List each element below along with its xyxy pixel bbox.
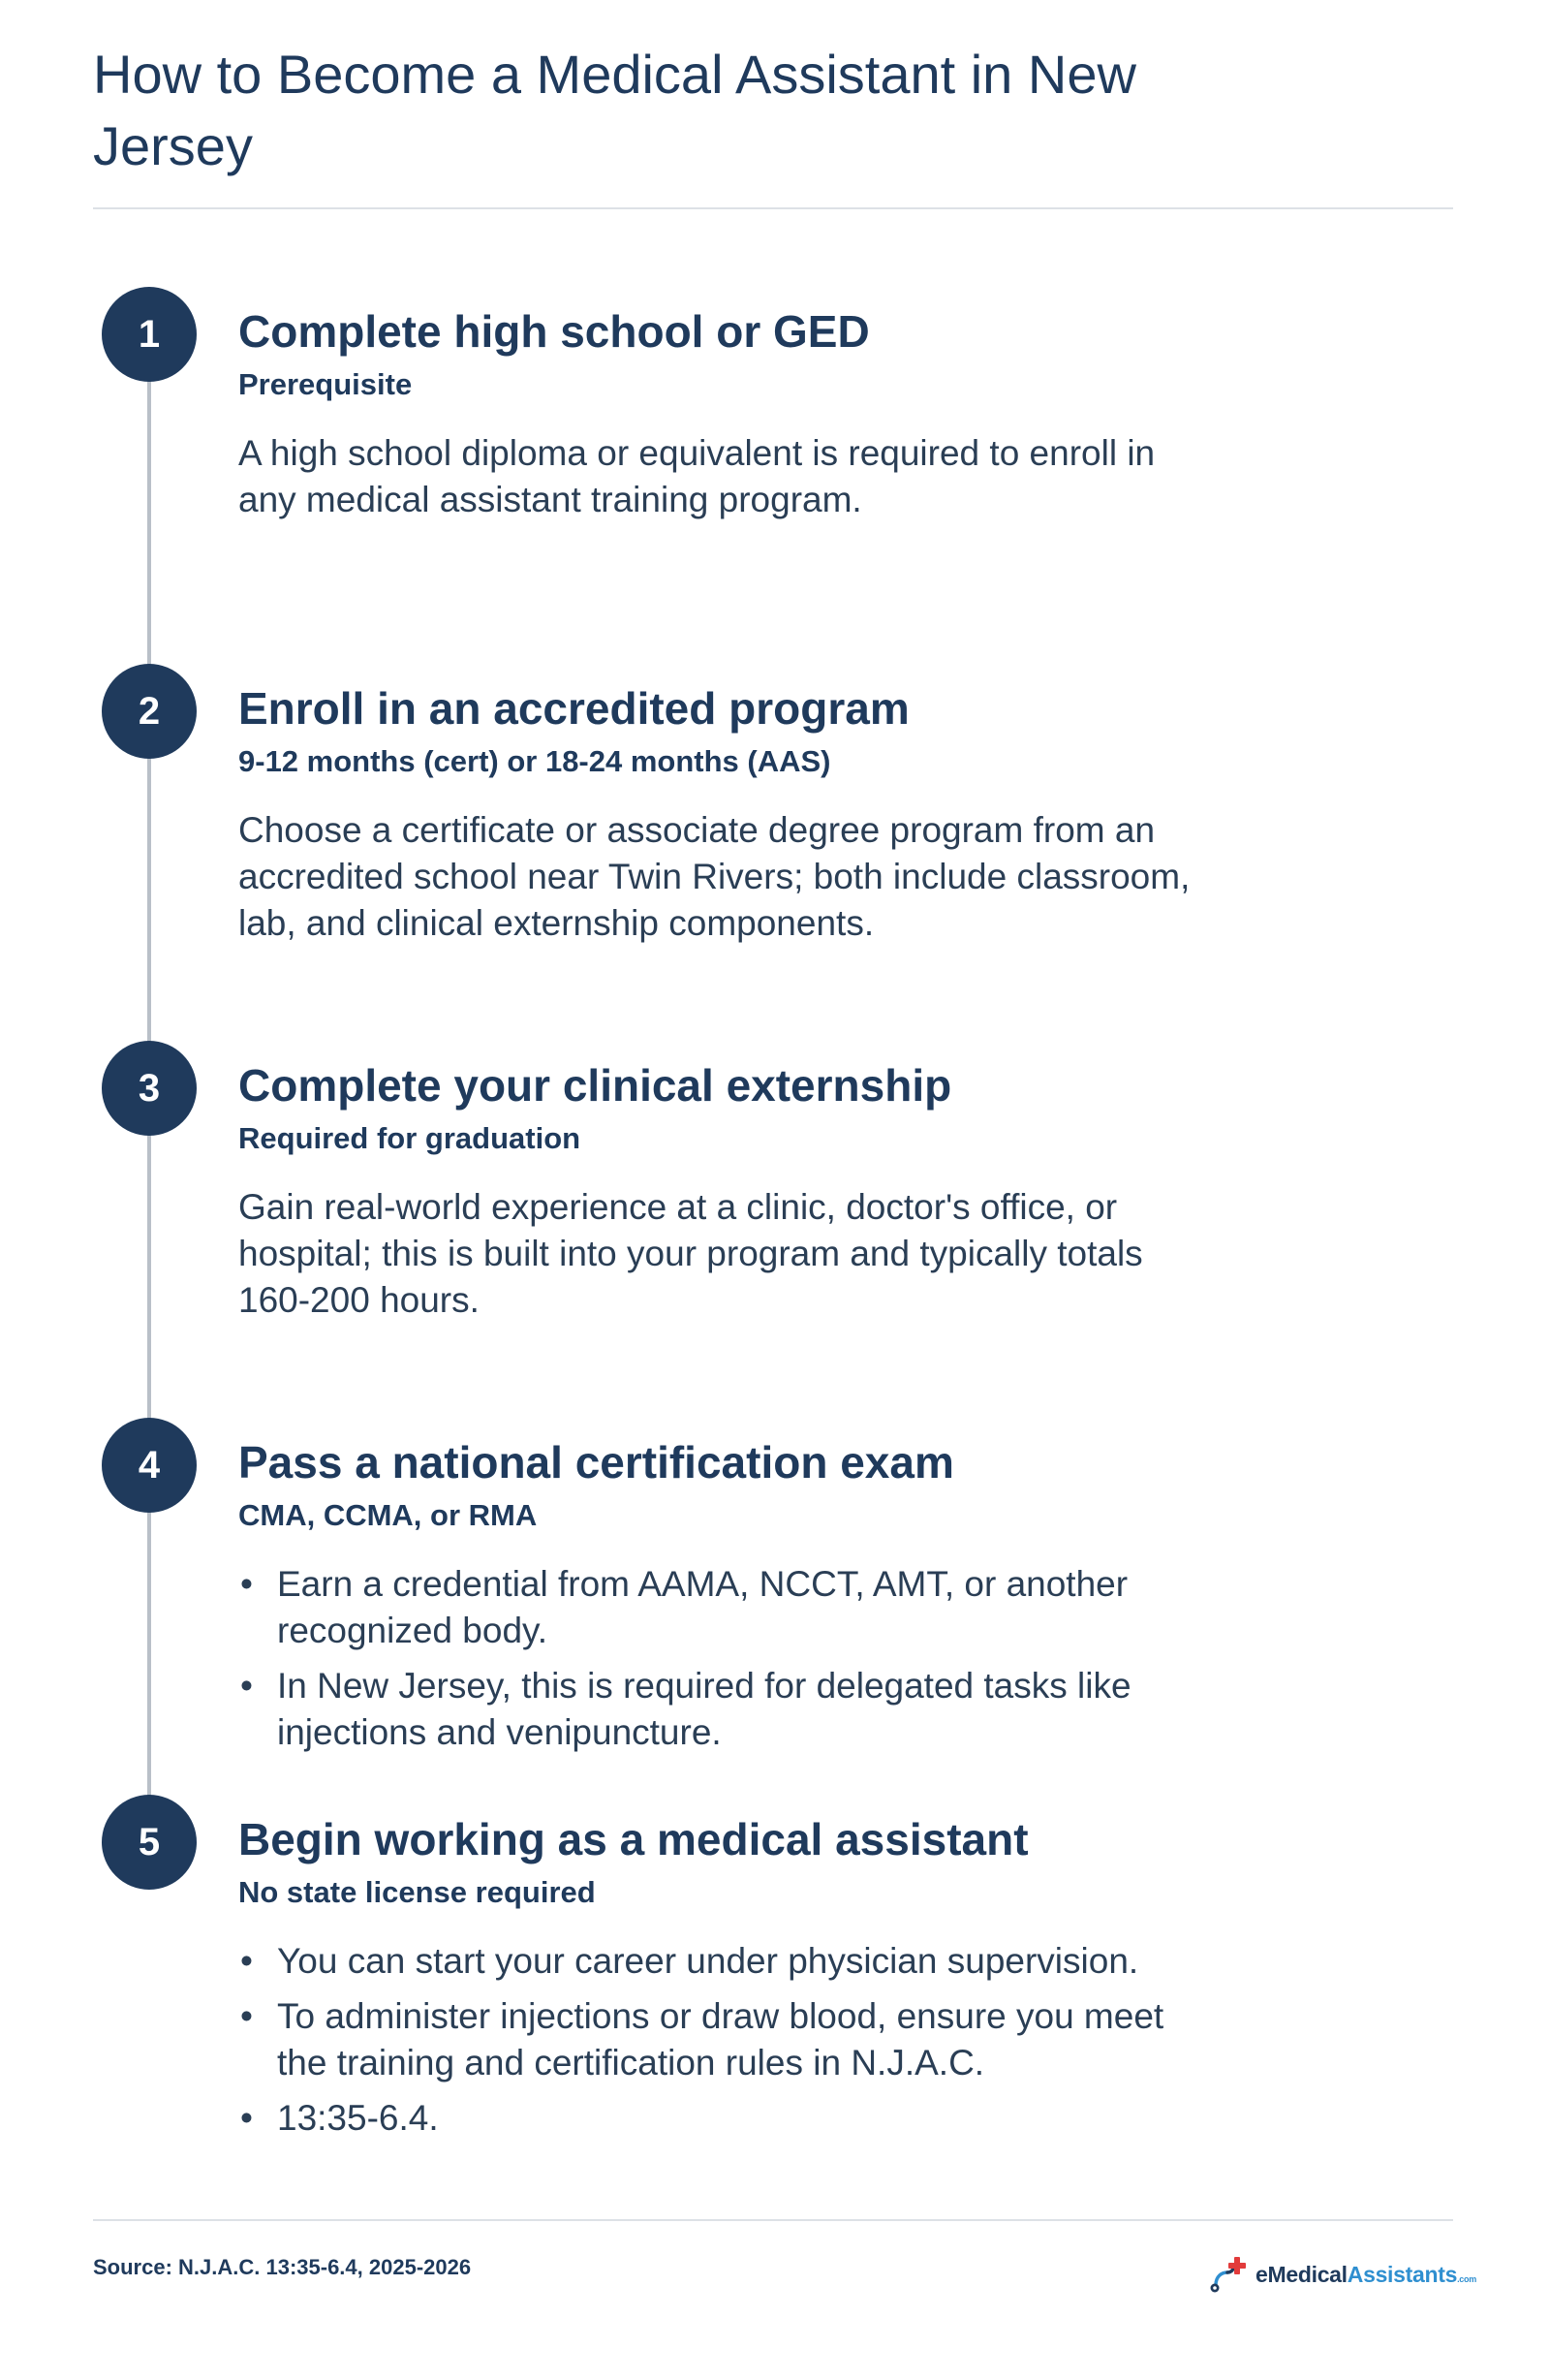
step-subtitle: Required for graduation <box>238 1121 581 1155</box>
step-bullet-list <box>238 1938 1207 2150</box>
step-bullet: • Earn a credential from AAMA, NCCT, AMT, or another recognized body. <box>238 1561 1207 1654</box>
step-bullet: • In New Jersey, this is required for delegated tasks like injections and venipuncture. <box>238 1663 1207 1756</box>
footer-divider <box>93 2219 1453 2221</box>
step-number-badge: 3 <box>102 1041 197 1136</box>
page-title: How to Become a Medical Assistant in New Jersey <box>93 44 1136 176</box>
step-title: Complete high school or GED <box>238 306 870 357</box>
step-description: Gain real-world experience at a clinic, doctor's office, or hospital; this is built into your program and typically totals 160-200 hours. <box>238 1187 1143 1320</box>
step-subtitle: Prerequisite <box>238 367 413 401</box>
medical-cross-stethoscope-icon <box>1207 2253 1250 2296</box>
step-bullet: • You can start your career under physician supervision. <box>238 1938 1207 1985</box>
step-subtitle: No state license required <box>238 1875 596 1909</box>
step-bullet-list <box>238 1561 1207 1765</box>
source-note: Source: N.J.A.C. 13:35-6.4, 2025-2026 <box>93 2255 472 2279</box>
step-number-badge: 2 <box>102 664 197 759</box>
step-number-badge: 4 <box>102 1418 197 1513</box>
step-description: Choose a certificate or associate degree program from an accredited school near Twin Rivers; both include classroom, lab, and clinical externship components. <box>238 810 1191 943</box>
step-subtitle: 9-12 months (cert) or 18-24 months (AAS) <box>238 744 831 778</box>
step-title: Begin working as a medical assistant <box>238 1814 1029 1864</box>
step-title: Pass a national certification exam <box>238 1437 954 1488</box>
step-bullet: • To administer injections or draw blood, ensure you meet the training and certification rules in N.J.A.C. <box>238 1993 1207 2086</box>
step-subtitle: CMA, CCMA, or RMA <box>238 1498 538 1532</box>
brand-wordmark: eMedicalAssistants.com <box>1256 2261 1476 2287</box>
step-description: A high school diploma or equivalent is required to enroll in any medical assistant training program. <box>238 433 1156 519</box>
step-number-badge: 5 <box>102 1795 197 1890</box>
step-number-badge: 1 <box>102 287 197 382</box>
header-divider <box>93 207 1453 209</box>
brand-logo[interactable] <box>1207 2250 1476 2299</box>
step-title: Complete your clinical externship <box>238 1060 952 1111</box>
step-title: Enroll in an accredited program <box>238 683 910 734</box>
step-bullet: • 13:35-6.4. <box>238 2095 1207 2142</box>
